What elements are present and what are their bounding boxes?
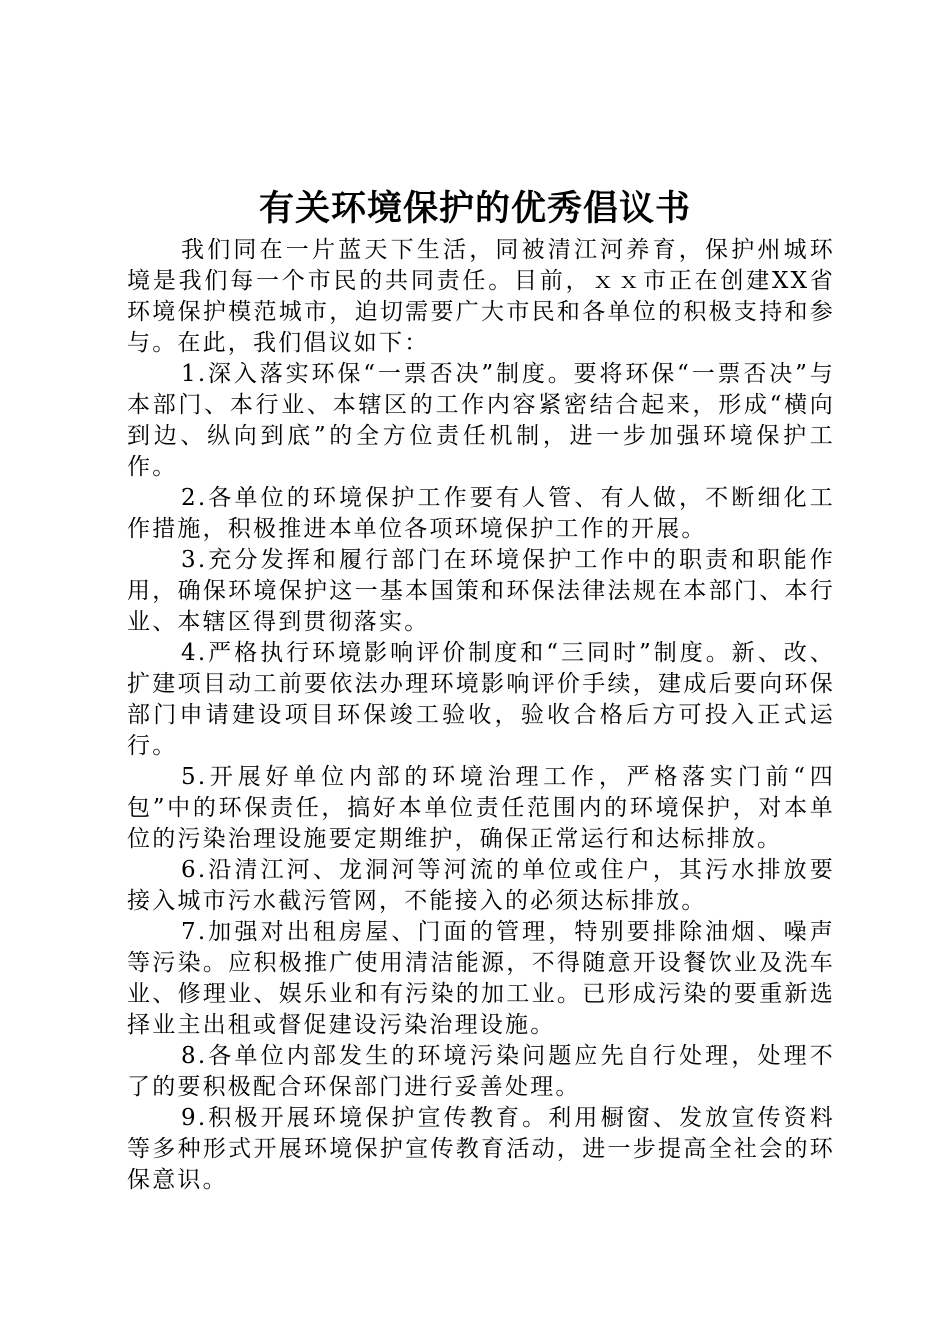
proposal-item-8: 8.各单位内部发生的环境污染问题应先自行处理，处理不了的要积极配合环保部门进行妥善处理。: [127, 1043, 835, 1100]
document-title: 有关环境保护的优秀倡议书: [258, 189, 691, 229]
document-body: [127, 235, 835, 1196]
proposal-item-3: 3.充分发挥和履行部门在环境保护工作中的职责和职能作用，确保环境保护这一基本国策和环保法律法规在本部门、本行业、本辖区得到贯彻落实。: [127, 547, 835, 635]
proposal-item-9: 9.积极开展环境保护宣传教育。利用橱窗、发放宣传资料等多种形式开展环境保护宣传教育活动，进一步提高全社会的环保意识。: [127, 1105, 835, 1193]
intro-paragraph: 我们同在一片蓝天下生活，同被清江河养育，保护州城环境是我们每一个市民的共同责任。目前，ｘｘ市正在创建XX省环境保护模范城市，迫切需要广大市民和各单位的积极支持和参与。在此，我们倡议如下：: [127, 237, 835, 356]
proposal-item-4: 4.严格执行环境影响评价制度和“三同时”制度。新、改、扩建项目动工前要依法办理环境影响评价手续，建成后要向环保部门申请建设项目环保竣工验收，验收合格后方可投入正式运行。: [127, 640, 835, 759]
proposal-item-2: 2.各单位的环境保护工作要有人管、有人做，不断细化工作措施，积极推进本单位各项环境保护工作的开展。: [127, 485, 835, 542]
proposal-item-5: 5.开展好单位内部的环境治理工作，严格落实门前“四包”中的环保责任，搞好本单位责任范围内的环境保护，对本单位的污染治理设施要定期维护，确保正常运行和达标排放。: [127, 764, 835, 852]
proposal-item-1: 1.深入落实环保“一票否决”制度。要将环保“一票否决”与本部门、本行业、本辖区的工作内容紧密结合起来，形成“横向到边、纵向到底”的全方位责任机制，进一步加强环境保护工作。: [127, 361, 835, 480]
proposal-item-6: 6.沿清江河、龙洞河等河流的单位或住户，其污水排放要接入城市污水截污管网，不能接入的必须达标排放。: [127, 857, 835, 914]
proposal-item-7: 7.加强对出租房屋、门面的管理，特别要排除油烟、噪声等污染。应积极推广使用清洁能源，不得随意开设餐饮业及洗车业、修理业、娱乐业和有污染的加工业。已形成污染的要重新选择业主出租或督促建设污染治理设施。: [127, 919, 835, 1038]
